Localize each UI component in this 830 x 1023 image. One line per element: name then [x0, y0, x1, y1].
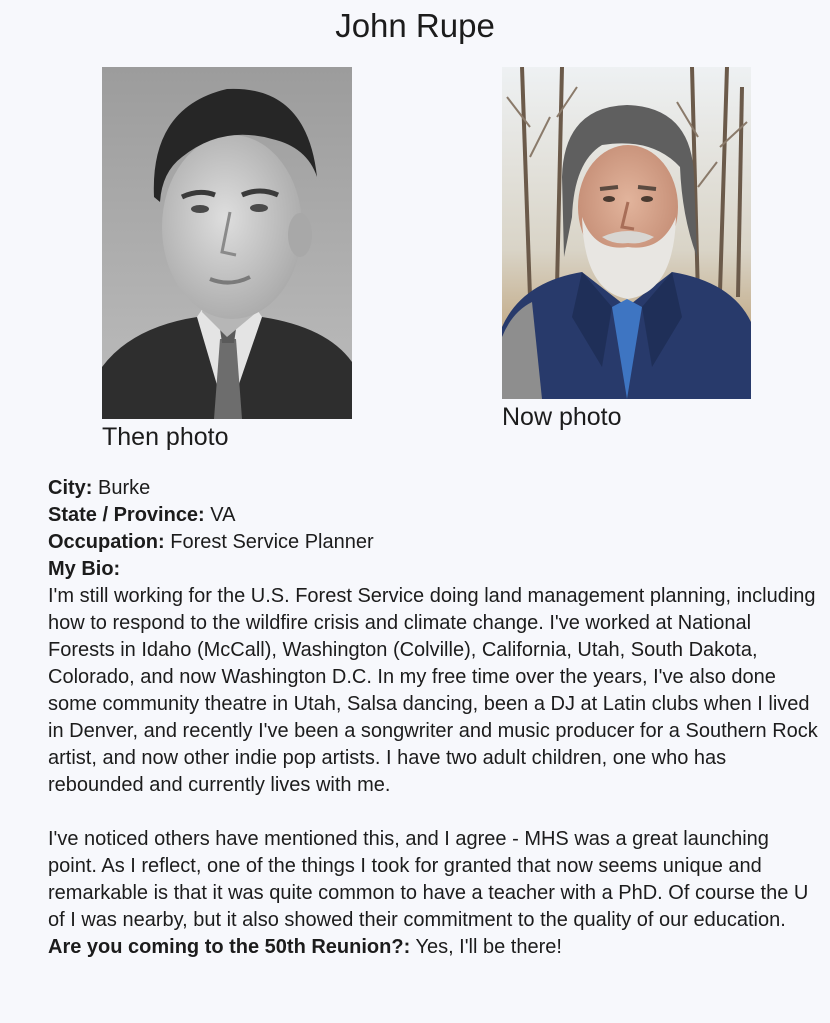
then-photo-block [102, 67, 352, 452]
state-label: State / Province: [48, 504, 205, 526]
profile-details [48, 475, 818, 961]
state-value: VA [210, 504, 236, 526]
now-photo-block [502, 67, 751, 432]
bio-label: My Bio: [48, 558, 121, 580]
bio-paragraph-1: I'm still working for the U.S. Forest Service doing land management planning, including how to respond to the wildfire crisis and climate change. I've worked at National Forests in Idaho (McCall), Washington (Colville), California, Utah, South Dakota, Colorado, and now Washington D.C. In my free time over the years, I've also done some community theatre in Utah, Salsa dancing, been a DJ at Latin clubs when I lived in Denver, and recently I've been a songwriter and music producer for a Southern Rock artist, and now other indie pop artists. I have two adult children, one who has rebounded and currently lives with me. [48, 585, 818, 796]
city-value: Burke [98, 477, 151, 499]
city-row [48, 475, 818, 502]
then-photo [102, 67, 352, 419]
occupation-label: Occupation: [48, 531, 165, 553]
bio-row [48, 556, 818, 583]
reunion-value: Yes, I'll be there! [415, 936, 562, 958]
now-photo [502, 67, 751, 399]
bio-paragraph-2: I've noticed others have mentioned this, and I agree - MHS was a great launching point. As I reflect, one of the things I took for granted that now seems unique and remarkable is that it was quite common to have a teacher with a PhD. Of course the U of I was nearby, but it also showed their commitment to the quality of our education. [48, 828, 809, 931]
reunion-row [48, 934, 818, 961]
page-title: John Rupe [335, 7, 495, 44]
occupation-row [48, 529, 818, 556]
bio-spacer [48, 799, 818, 826]
reunion-label: Are you coming to the 50th Reunion?: [48, 936, 411, 958]
city-label: City: [48, 477, 93, 499]
now-photo-caption: Now photo [502, 403, 622, 431]
then-photo-caption: Then photo [102, 423, 229, 451]
state-row [48, 502, 818, 529]
occupation-value: Forest Service Planner [170, 531, 374, 553]
